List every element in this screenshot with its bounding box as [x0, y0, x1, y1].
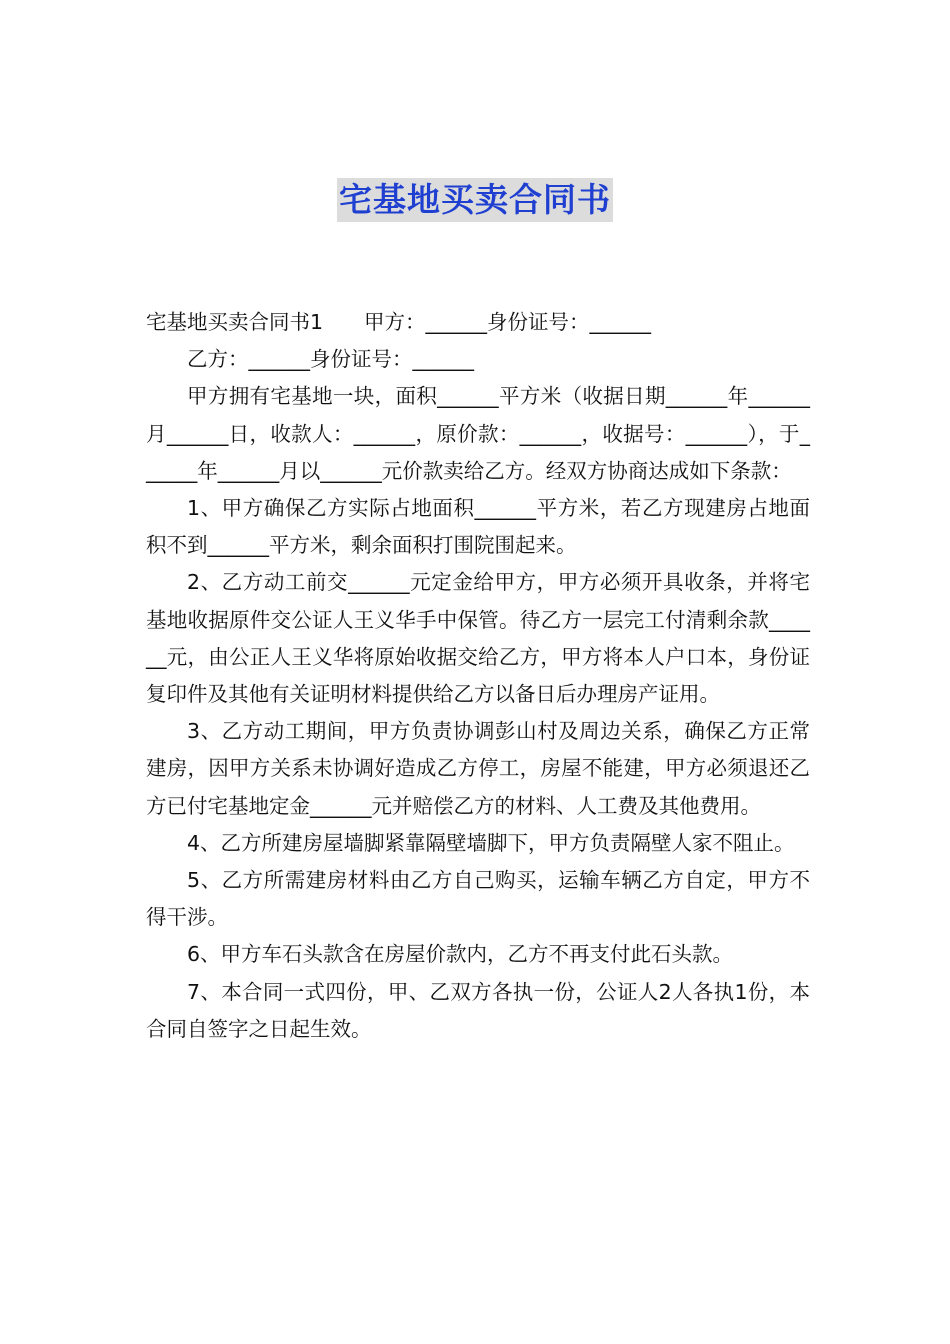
paragraph-clause-5: 5、乙方所需建房材料由乙方自己购买，运输车辆乙方自定，甲方不得干涉。	[146, 868, 810, 930]
paragraph-clause-2: 2、乙方动工前交______元定金给甲方，甲方必须开具收条，并将宅基地收据原件交公证人王义华手中保管。待乙方一层完工付清剩余款______元，由公正人王义华将原始收据交给乙方，甲方将本人户口本，身份证复印件及其他有关证明材料提供给乙方以备日后办理房产证用。	[146, 570, 810, 707]
title-container	[0, 178, 950, 222]
paragraph-clause-4: 4、乙方所建房屋墙脚紧靠隔壁墙脚下，甲方负责隔壁人家不阻止。	[187, 830, 795, 855]
paragraph-party-a: 宅基地买卖合同书1 甲方：______身份证号：______	[146, 310, 652, 334]
document-title: 宅基地买卖合同书	[337, 178, 613, 222]
paragraph-party-b: 乙方：______身份证号：______	[187, 347, 474, 372]
paragraph-clause-3: 3、乙方动工期间，甲方负责协调彭山村及周边关系，确保乙方正常建房，因甲方关系未协调好造成乙方停工，房屋不能建，甲方必须退还乙方已付宅基地定金______元并赔偿乙方的材料、人工费及其他费用。	[146, 719, 810, 818]
paragraph-clause-7: 7、本合同一式四份，甲、乙双方各执一份，公证人2人各执1份，本合同自签字之日起生效。	[146, 979, 810, 1041]
paragraph-clause-1: 1、甲方确保乙方实际占地面积______平方米，若乙方现建房占地面积不到______平方米，剩余面积打围院围起来。	[146, 496, 810, 558]
paragraph-clause-6: 6、甲方车石头款含在房屋价款内，乙方不再支付此石头款。	[187, 942, 734, 967]
paragraph-intro: 甲方拥有宅基地一块，面积______平方米（收据日期______年______月______日，收款人：______，原价款：______，收据号：______），于______年______月以______元价款卖给乙方。经双方协商达成如下条款：	[146, 384, 810, 483]
document-body	[146, 304, 810, 1048]
